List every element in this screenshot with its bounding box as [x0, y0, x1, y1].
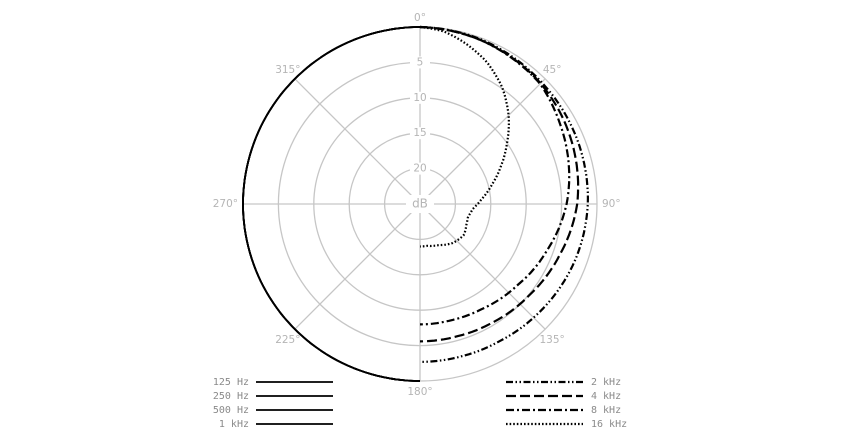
legend: [213, 377, 627, 430]
ring-label: 5: [416, 56, 424, 69]
angle-label: 0°: [414, 12, 426, 24]
legend-label: 1 kHz: [218, 419, 249, 430]
angle-label: 45°: [542, 63, 562, 76]
grid-spoke: [295, 79, 420, 204]
grid-spoke: [420, 204, 545, 329]
ring-label: 20: [413, 162, 427, 175]
legend-label: 4 kHz: [591, 391, 622, 402]
series-line-16-khz: [420, 27, 509, 247]
angle-label: 225°: [275, 334, 301, 347]
grid-spoke: [420, 79, 545, 204]
series-line-2-khz: [420, 27, 588, 362]
grid-spoke: [295, 204, 420, 329]
unit-label: dB: [412, 196, 428, 211]
angle-label: 315°: [275, 63, 301, 76]
angle-label: 135°: [539, 334, 565, 347]
legend-label: 125 Hz: [212, 377, 249, 388]
angle-label: 180°: [407, 386, 433, 398]
angle-label: 270°: [212, 198, 238, 210]
legend-label: 250 Hz: [212, 391, 249, 402]
ring-label: 10: [413, 91, 427, 104]
legend-label: 8 kHz: [591, 405, 622, 416]
legend-label: 16 kHz: [591, 419, 628, 430]
legend-label: 2 kHz: [591, 377, 622, 388]
polar-labels: [213, 12, 621, 398]
legend-label: 500 Hz: [212, 405, 249, 416]
ring-label: 15: [413, 127, 427, 140]
angle-label: 90°: [602, 198, 621, 210]
